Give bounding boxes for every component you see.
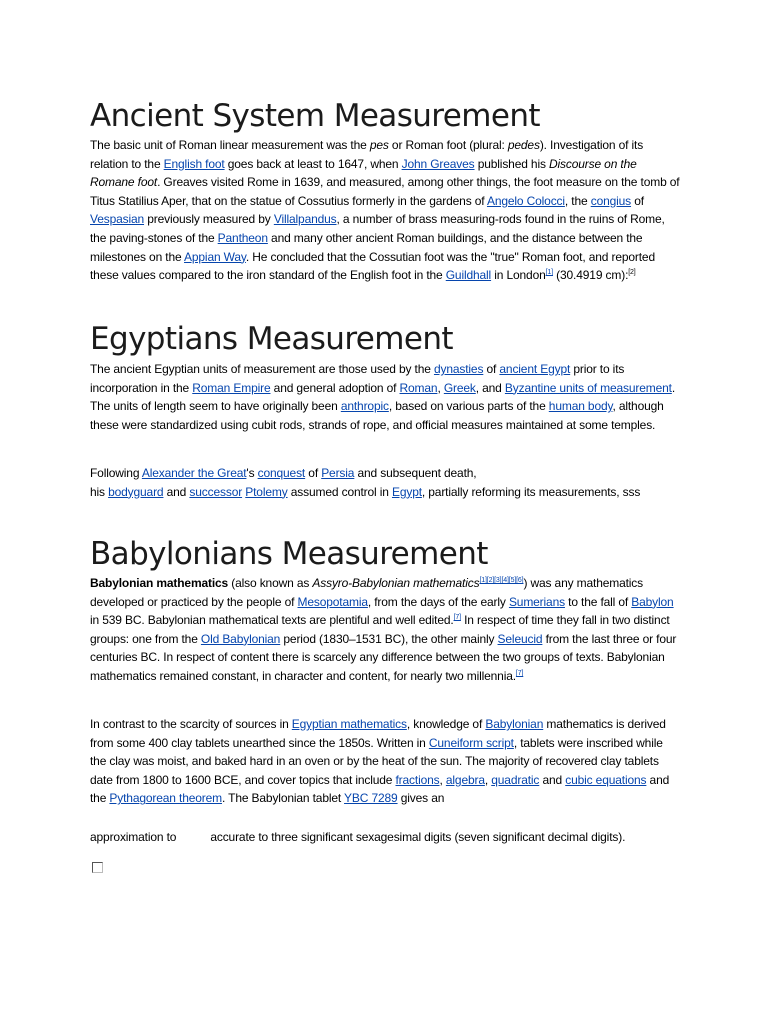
heading-ancient-system: Ancient System Measurement [90,98,540,134]
inline-link[interactable]: Babylonian [485,717,544,731]
body-text: in London [491,268,546,283]
body-text: of [483,362,500,376]
body-text: goes back at least to 1647, when [224,156,402,171]
body-text: In contrast to the scarcity of sources in [90,717,292,731]
inline-link[interactable]: Villalpandus [273,212,337,227]
italic-text: pedes [507,138,540,152]
body-text: , from the days of the early [367,594,509,609]
body-text: ) was any mathematics developed or practiced by the people of [90,576,644,609]
inline-link[interactable]: Persia [321,466,355,480]
inline-link[interactable]: Egyptian mathematics [291,717,407,731]
body-text: . He concluded that the Cossutian foot was the "true" Roman foot, and reported these values compared to the iron standard of the English foot in the [90,249,655,283]
body-text: , although these were standardized using cubit rods, strands of rope, and official measures maintained at some temples. [90,399,664,432]
body-text: period (1830–1531 BC), the other mainly [280,631,498,646]
body-text: , [484,772,492,787]
inline-link[interactable]: cubic equations [565,772,647,787]
inline-link[interactable]: English foot [163,156,225,171]
body-text: and [539,772,566,787]
body-text: from the last three or four centuries BC. In respect of content there is scarcely any difference between the two groups of texts. Babylonian mathematics remained constant, in character and content, for nearly two millennia. [90,631,677,683]
inline-link[interactable]: Cuneiform script [428,735,514,750]
inline-link[interactable]: Roman Empire [192,380,271,395]
body-text: and many other ancient Roman buildings, and the distance between the milestones on the [90,230,643,264]
inline-link[interactable]: Pythagorean theorem [109,791,222,806]
citation-link[interactable]: [7] [515,669,524,677]
inline-link[interactable]: Angelo Colocci [486,193,565,208]
heading-babylonians: Babylonians Measurement [90,536,488,572]
body-text: gives an [397,791,445,806]
body-text: his [90,484,109,499]
body-text: . The Babylonian tablet [221,791,345,806]
bold-text: Babylonian mathematics [90,576,229,590]
inline-link[interactable]: Mesopotamia [297,594,368,609]
inline-link[interactable]: Roman [399,380,438,395]
citation-link[interactable]: [1] [545,269,553,277]
body-text: of [305,466,322,480]
inline-link[interactable]: Old Babylonian [200,631,281,646]
body-text: (also known as [228,576,313,590]
inline-link[interactable]: congius [590,193,632,208]
body-text: , and [475,380,505,395]
italic-text: Assyro-Babylonian mathematics [312,576,480,590]
inline-link[interactable]: ancient Egypt [499,362,571,376]
body-text: . The units of length seem to have originally been [90,380,676,414]
body-text: and the [90,772,670,806]
body-text: , based on various parts of the [388,399,549,414]
body-text: . Greaves visited Rome in 1639, and measured, among other things, the foot measure on the tomb of Titus Statilius Aper, that on the statue of Cossutius formerly in the gardens of [90,175,680,208]
paragraph-egyptians-1 [90,360,680,434]
body-text: Following [90,466,142,480]
paragraph-babylonians-3 [90,828,680,847]
body-text: prior to its incorporation in the [90,362,625,395]
inline-link[interactable]: conquest [257,466,306,480]
inline-link[interactable]: fractions [395,772,440,787]
body-text: or Roman foot (plural: [388,138,508,152]
body-text: , partially reforming its measurements, sss [421,484,641,499]
paragraph-ancient-1 [90,136,680,285]
paragraph-egyptians-2 [90,464,680,501]
inline-link[interactable]: Alexander the Great [141,466,247,480]
inline-link[interactable]: algebra [445,772,485,787]
inline-link[interactable]: successor [189,484,243,499]
inline-link[interactable]: Byzantine units of measurement [504,380,672,395]
body-text: to the fall of [564,594,632,609]
inline-link[interactable]: Egypt [391,484,422,499]
body-text: published his [474,156,549,171]
body-text: , the [564,193,591,208]
body-text: and [163,484,190,499]
body-text: , [437,380,444,395]
heading-egyptians: Egyptians Measurement [90,321,453,357]
citation-link[interactable]: [1][2][3][4][5][6] [479,577,524,584]
inline-link[interactable]: human body [548,399,613,414]
inline-link[interactable]: dynasties [433,362,484,376]
paragraph-babylonians-1 [90,574,680,686]
inline-link[interactable]: Appian Way [184,249,246,264]
body-text: mathematics is derived from some 400 clay tablets unearthed since the 1850s. Written in [90,717,666,750]
body-text: and general adoption of [270,380,400,395]
body-text: In respect of time they fall in two distinct groups: one from the [90,613,670,646]
body-text: , knowledge of [406,717,486,731]
inline-link[interactable]: Vespasian [90,212,145,227]
body-text: , a number of brass measuring-rods found in the ruins of Rome, the paving-stones of the [90,212,665,245]
missing-image-placeholder [92,862,103,873]
body-text: 's [246,466,258,480]
body-text: approximation to [90,830,177,844]
inline-link[interactable]: quadratic [491,772,540,787]
body-text: (30.4919 cm): [552,268,629,283]
inline-link[interactable]: Sumerians [508,594,565,609]
body-text: of [631,193,644,208]
body-text: and subsequent death, [354,466,477,480]
citation-link[interactable]: [7] [453,614,461,622]
citation-marker: [2] [628,269,636,277]
body-text: in 539 BC. Babylonian mathematical texts are plentiful and well edited. [90,613,454,628]
body-text: ). Investigation of its relation to the [90,138,644,171]
body-text: The basic unit of Roman linear measurement was the [90,138,370,152]
body-text: previously measured by [144,212,274,227]
inline-link[interactable]: Ptolemy [245,484,288,499]
paragraph-babylonians-2 [90,715,680,808]
italic-text: Discourse on the Romane foot [90,156,637,190]
inline-link[interactable]: Pantheon [217,230,268,245]
inline-link[interactable]: Greek [443,380,476,395]
body-text: accurate to three significant sexagesimal digits (seven significant decimal digits). [210,830,626,844]
italic-text: pes [369,138,389,152]
body-text: assumed control in [287,484,392,499]
body-text: , [439,772,446,787]
inline-link[interactable]: bodyguard [108,484,164,499]
inline-link[interactable]: Babylon [631,594,674,609]
inline-link[interactable]: YBC 7289 [344,791,398,806]
inline-link[interactable]: anthropic [340,399,389,414]
inline-link[interactable]: John Greaves [401,156,475,171]
body-text: The ancient Egyptian units of measurement are those used by the [90,362,434,376]
inline-link[interactable]: Seleucid [497,631,543,646]
body-text: , tablets were inscribed while the clay was moist, and baked hard in an oven or by the heat of the sun. The majority of recovered clay tablets date from 1800 to 1600 BCE, and cover topics that include [90,735,663,787]
inline-link[interactable]: Guildhall [445,268,492,283]
